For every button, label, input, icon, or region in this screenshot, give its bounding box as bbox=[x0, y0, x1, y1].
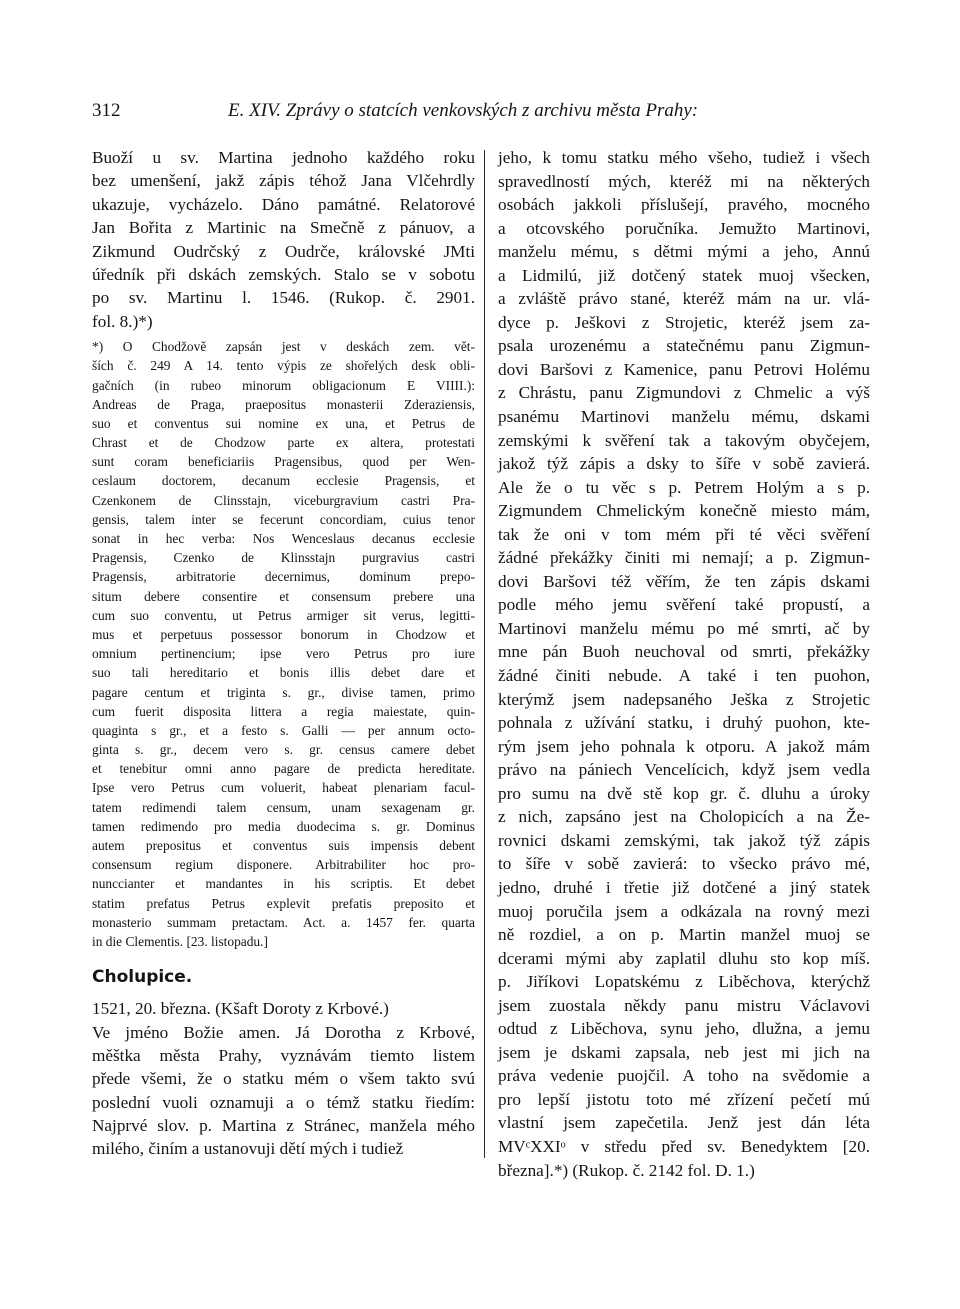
footnote-line: mus et perpetuus possessor bonorum in Chodzow et bbox=[92, 626, 475, 642]
text-line: Jan Bořita z Martinic na Smečně z pánuov, a bbox=[92, 218, 475, 238]
text-line: z Chrástu, panu Zigmundovi z Chmelic a výš bbox=[498, 383, 870, 403]
text-line: práva vedenie puojčil. A toho na svědomie a bbox=[498, 1066, 870, 1086]
text-line: a zvláště právo stané, kteréž mám na ur. vlá- bbox=[498, 289, 870, 309]
text-line: právo na pániech Vencelícich, když jsem vedla bbox=[498, 760, 870, 780]
page-number: 312 bbox=[92, 100, 121, 121]
text-line: Zigmundem Chmelickým konečně miesto mám, bbox=[498, 501, 870, 521]
text-line: ukazuje, vycházelo. Dáno památné. Relatorové bbox=[92, 194, 475, 214]
text-line: mne pán Buoh neuchoval od smrti, překážky bbox=[498, 642, 870, 662]
text-line: psala urozenému a statečnému panu Zigmun- bbox=[498, 336, 870, 356]
footnote-line: et tenebitur omni anno pagare de predicta hereditate. bbox=[92, 761, 475, 777]
left-body-text bbox=[92, 146, 475, 333]
text-line: psanému Martinovi manželu mému, dskami bbox=[498, 407, 870, 427]
text-line: žádné překážky činiti mi nemají; a p. Zigmun- bbox=[498, 548, 870, 568]
footnote bbox=[92, 337, 475, 951]
footnote-line: consensum regium disponere. Arbitrabiliter hoc pro- bbox=[92, 857, 475, 873]
text-line: 1521, 20. března. (Kšaft Doroty z Krbové.) bbox=[92, 999, 389, 1019]
footnote-line: Chrast et de Chodzow parte ex altera, protestati bbox=[92, 435, 475, 451]
text-line: Martinovi manželu mému po mé smrti, ač by bbox=[498, 618, 870, 638]
text-line: vlastní jsem zapečetila. Jenž jest dán léta bbox=[498, 1113, 870, 1133]
footnote-line: suo et conventus sui nomine ex una, et Petrus de bbox=[92, 415, 475, 431]
text-line: jeho, k tomu statku mého všeho, tudiež i všech bbox=[498, 148, 870, 167]
running-title: E. XIV. Zprávy o statcích venkovských z archivu města Prahy: bbox=[228, 100, 699, 121]
text-line: měštka města Prahy, vyznávám tiemto listem bbox=[92, 1045, 475, 1065]
text-line: z nich, zapsáno jest na Cholopicích a na Že- bbox=[498, 807, 870, 827]
text-line: spravedlností mých, kteréž mi na některých bbox=[498, 171, 870, 191]
text-line: po sv. Martinu l. 1546. (Rukop. č. 2901. bbox=[92, 288, 475, 308]
text-line: dovi Baršovi z Kamenice, panu Petrovi Holému bbox=[498, 359, 870, 379]
text-line: pro sumu na dvě stě kop gr. č. dluhu a úroky bbox=[498, 783, 870, 803]
text-line: Buoží u sv. Martina jednoho každého roku bbox=[92, 148, 475, 167]
right-column bbox=[498, 146, 870, 1182]
footnote-line: cum fuerit disposita littera a regia maiestate, quin- bbox=[92, 703, 475, 719]
text-line: dovi Baršovi též věřím, že ten zápis dskami bbox=[498, 571, 870, 591]
footnote-line: nunccianter et mandantes in his scriptis. Et debet bbox=[92, 876, 475, 892]
text-line: jakož týž zápis a dsky to šíře v sobě zavierá. bbox=[498, 454, 870, 474]
text-line: osobách jakkoli příslušejí, pravého, mocného bbox=[498, 195, 870, 215]
footnote-line: Andreas de Praga, praepositus monasterii Zderaziensis, bbox=[92, 396, 475, 412]
text-line: března].*) (Rukop. č. 2142 fol. D. 1.) bbox=[498, 1160, 755, 1180]
text-line: přede všemi, že o statku mém o všem takto svú bbox=[92, 1069, 475, 1089]
text-line: dyce p. Ješkovi z Strojetic, kteréž jsem za- bbox=[498, 312, 870, 332]
text-line: rovnici dskami zemskými, tak jakož týž zápis bbox=[498, 830, 870, 850]
footnote-line: gensis, talem inter se fecerunt concordiam, cuius tenor bbox=[92, 511, 475, 527]
text-line: Ale že o tu věc s p. Petrem Holým a s p. bbox=[498, 477, 870, 497]
footnote-line: in die Clementis. [23. listopadu.] bbox=[92, 933, 268, 949]
footnote-line: monasterio summam pretactam. Act. a. 1457 fer. quarta bbox=[92, 914, 475, 930]
footnote-line: omnium pertinencium; ipse vero Petrus pro iure bbox=[92, 646, 475, 662]
section-heading: Cholupice. bbox=[92, 967, 193, 988]
text-line: tak že oni v tom mém při té věci svěření bbox=[498, 524, 870, 544]
text-line: pohnala z užívání statku, i druhý puohon, kte- bbox=[498, 713, 870, 733]
text-line: jsem je dskami zapsala, neb jest mi jich na bbox=[498, 1042, 870, 1062]
text-line: fol. 8.)*) bbox=[92, 311, 153, 331]
text-line: Zikmund Oudrčský z Oudrče, královské JMti bbox=[92, 241, 475, 261]
text-line: úředník při dskách zemských. Stalo se v sobotu bbox=[92, 264, 475, 284]
text-line: podle mého jemu svěření také propustí, a bbox=[498, 595, 870, 615]
footnote-line: cum suo conventu, ut Petrus armiger sit verus, legitti- bbox=[92, 607, 475, 623]
text-line: a otcovského poručníka. Jemužto Martinovi, bbox=[498, 218, 870, 238]
section-text bbox=[92, 997, 475, 1161]
footnote-line: ších č. 249 A 14. tento výpis ze shořelých desk obli- bbox=[92, 358, 475, 374]
footnote-line: autem prepositus et conventus suis impensis debent bbox=[92, 838, 475, 853]
text-line: muoj poručila jsem a odkázala na rovný mezi bbox=[498, 901, 870, 921]
text-line: jedno, druhé i třetie již dotčené a jiný statek bbox=[498, 877, 870, 897]
footnote-line: Pragensis, arbitratorie decernimus, dominum prepo- bbox=[92, 569, 475, 585]
footnote-line: *) O Chodžově zapsán jest v deskách zem. vět- bbox=[92, 339, 475, 355]
text-line: to šíře v sobě zavierá: to všecko právo mé, bbox=[498, 854, 870, 874]
page-header bbox=[92, 100, 872, 128]
footnote-line: Pragensis, Czenko de Klinsstajn purgravius castri bbox=[92, 550, 475, 566]
footnote-line: tatem redimendi talem censum, unam sexagenam gr. bbox=[92, 799, 475, 815]
text-line: p. Jiříkovi Lopatskému z Liběchova, kterýchž bbox=[498, 972, 870, 992]
text-line: Najprvé slov. p. Martina z Stránec, manžela mého bbox=[92, 1116, 475, 1136]
footnote-line: pagare centum et triginta s. gr., divise tamen, primo bbox=[92, 684, 475, 700]
left-column bbox=[92, 146, 475, 1161]
text-line: odtud z Liběchova, synu jeho, dlužna, a jemu bbox=[498, 1019, 870, 1039]
text-line: a Lidmilú, již dotčený statek muoj všecken, bbox=[498, 265, 870, 285]
text-line: poslední vuoli oznamuji a o témž statku řiedím: bbox=[92, 1092, 475, 1112]
footnote-line: gačních (in rubeo minorum obligacionum E VIIII.): bbox=[92, 377, 475, 393]
footnote-line: quaginta s gr., et a festo s. Galli — per annum octo- bbox=[92, 722, 475, 738]
footnote-line: statim prefatus Petrus explevit prefatis preposito et bbox=[92, 895, 475, 911]
text-line: dcerami mými aby zaplatil dluhu sto kop míš. bbox=[498, 948, 870, 968]
footnote-line: sunt coram beneficiariis Pragensibus, quod per Wen- bbox=[92, 454, 475, 470]
footnote-line: suo tali hereditario et bonis illis debet dare et bbox=[92, 665, 475, 681]
footnote-line: Czenkonem de Clinsstajn, viceburgravium castri Pra- bbox=[92, 492, 475, 508]
column-divider bbox=[484, 150, 485, 1158]
text-line: žádné činiti nebude. A také i ten puohon, bbox=[498, 666, 870, 686]
text-line: milého, činím a ustanovuji dětí mých i tudiež bbox=[92, 1139, 404, 1159]
text-line: manželu mému, s dětmi mými a jeho, Annú bbox=[498, 242, 870, 262]
text-line: MVᶜXXIᵒ v středu před sv. Benedyktem [20. bbox=[498, 1136, 870, 1156]
text-line: pro lepší jistotu toto mé zřízení pečetí mú bbox=[498, 1089, 870, 1109]
footnote-line: sonat in hec verba: Nos Wenceslaus decanus ecclesie bbox=[92, 531, 475, 546]
footnote-line: Ipse vero Petrus cum voluerit, habeat plenariam facul- bbox=[92, 780, 475, 796]
text-line: kterýmž jsem nadepsaného Ješka z Strojetic bbox=[498, 689, 870, 709]
text-line: Ve jméno Božie amen. Já Dorotha z Krbové, bbox=[92, 1022, 475, 1042]
text-line: zemskými k svěření tak a takovým obyčejem, bbox=[498, 430, 870, 450]
footnote-line: situm debere consentire et consensum prebere una bbox=[92, 588, 475, 604]
footnote-line: tamen redimendo pro media duodecima s. gr. Dominus bbox=[92, 818, 475, 834]
text-line: jsem zuostala někdy panu mistru Václavovi bbox=[498, 995, 870, 1015]
text-line: rým jsem jeho pohnala k otporu. A jakož mám bbox=[498, 736, 870, 756]
footnote-line: ceslaum doctorem, decanum ecclesie Pragensis, et bbox=[92, 473, 475, 489]
text-line: ně rozdiel, a on p. Martin manžel muoj se bbox=[498, 925, 870, 945]
footnote-line: ginta s. gr., decem vero s. gr. census camere debet bbox=[92, 742, 475, 758]
text-line: bez umenšení, jakž zápis téhož Jana Vlčehrdly bbox=[92, 171, 475, 191]
